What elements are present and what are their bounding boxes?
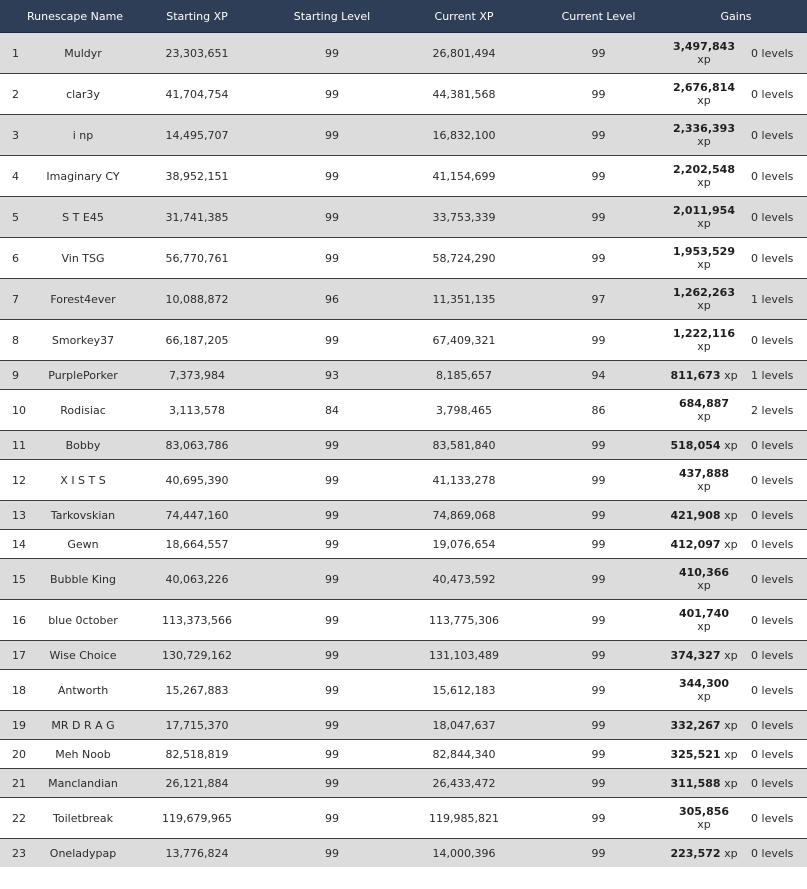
starting-xp-cell: 7,373,984 (126, 361, 268, 390)
table-row (0, 361, 807, 390)
header-current-xp[interactable]: Current XP (396, 0, 532, 33)
gain-levels-cell: 0 levels (743, 769, 807, 798)
gain-levels-cell: 0 levels (743, 501, 807, 530)
rank-cell: 11 (0, 431, 40, 460)
starting-level-cell: 99 (268, 559, 396, 600)
rank-cell: 18 (0, 670, 40, 711)
table-row (0, 197, 807, 238)
rank-cell: 21 (0, 769, 40, 798)
current-xp-cell: 3,798,465 (396, 390, 532, 431)
current-level-cell: 99 (532, 559, 665, 600)
gain-xp-unit: xp (724, 648, 738, 662)
starting-xp-cell: 130,729,162 (126, 641, 268, 670)
starting-xp-cell: 113,373,566 (126, 600, 268, 641)
current-level-cell: 99 (532, 600, 665, 641)
gain-levels-cell: 2 levels (743, 390, 807, 431)
table-row (0, 33, 807, 74)
starting-level-cell: 99 (268, 600, 396, 641)
gain-xp-unit: xp (697, 135, 711, 148)
current-xp-cell: 113,775,306 (396, 600, 532, 641)
gain-xp-value: 2,202,548 (673, 163, 735, 176)
current-level-cell: 99 (532, 33, 665, 74)
starting-level-cell: 99 (268, 197, 396, 238)
name-cell: Rodisiac (40, 390, 126, 431)
rank-cell: 16 (0, 600, 40, 641)
current-xp-cell: 26,801,494 (396, 33, 532, 74)
gain-xp-unit: xp (697, 299, 711, 312)
gain-levels-cell: 0 levels (743, 641, 807, 670)
current-xp-cell: 33,753,339 (396, 197, 532, 238)
gain-xp-unit: xp (697, 410, 711, 423)
starting-level-cell: 99 (268, 798, 396, 839)
rank-cell: 10 (0, 390, 40, 431)
header-starting-xp[interactable]: Starting XP (126, 0, 268, 33)
rank-cell: 23 (0, 839, 40, 868)
starting-xp-cell: 41,704,754 (126, 74, 268, 115)
gain-xp-cell (665, 115, 743, 156)
table-row (0, 559, 807, 600)
gain-xp-value: 437,888 (678, 467, 730, 480)
gain-xp-unit: xp (697, 690, 711, 703)
starting-xp-cell: 13,776,824 (126, 839, 268, 868)
name-cell: Oneladypap (40, 839, 126, 868)
header-starting-level[interactable]: Starting Level (268, 0, 396, 33)
gain-xp-unit: xp (697, 818, 711, 831)
gain-xp-cell (665, 279, 743, 320)
rank-cell: 5 (0, 197, 40, 238)
starting-level-cell: 99 (268, 641, 396, 670)
rank-cell: 20 (0, 740, 40, 769)
gain-xp-unit: xp (724, 508, 738, 522)
current-xp-cell: 8,185,657 (396, 361, 532, 390)
name-cell: Bobby (40, 431, 126, 460)
rank-cell: 15 (0, 559, 40, 600)
gain-xp-value: 223,572 (670, 846, 721, 860)
gain-xp-unit: xp (697, 579, 711, 592)
gain-xp-value: 2,676,814 (673, 81, 735, 94)
starting-level-cell: 84 (268, 390, 396, 431)
current-xp-cell: 41,133,278 (396, 460, 532, 501)
gain-xp-cell (665, 431, 743, 460)
gain-xp-unit: xp (724, 747, 738, 761)
name-cell: Imaginary CY (40, 156, 126, 197)
gain-xp-value: 1,953,529 (673, 245, 735, 258)
current-xp-cell: 44,381,568 (396, 74, 532, 115)
current-level-cell: 99 (532, 74, 665, 115)
name-cell: Vin TSG (40, 238, 126, 279)
gain-levels-cell: 1 levels (743, 279, 807, 320)
table-row (0, 530, 807, 559)
gain-xp-unit: xp (697, 176, 711, 189)
gain-xp-value: 332,267 (670, 718, 721, 732)
name-cell: Wise Choice (40, 641, 126, 670)
name-cell: Tarkovskian (40, 501, 126, 530)
starting-level-cell: 99 (268, 460, 396, 501)
table-row (0, 670, 807, 711)
name-cell: PurplePorker (40, 361, 126, 390)
gain-xp-value: 2,336,393 (673, 122, 735, 135)
gain-xp-cell (665, 839, 743, 868)
starting-xp-cell: 26,121,884 (126, 769, 268, 798)
table-row (0, 115, 807, 156)
starting-xp-cell: 66,187,205 (126, 320, 268, 361)
name-cell: Bubble King (40, 559, 126, 600)
gain-xp-unit: xp (697, 340, 711, 353)
header-current-level[interactable]: Current Level (532, 0, 665, 33)
starting-xp-cell: 18,664,557 (126, 530, 268, 559)
current-level-cell: 99 (532, 670, 665, 711)
gain-xp-cell (665, 600, 743, 641)
name-cell: Antworth (40, 670, 126, 711)
table-row (0, 460, 807, 501)
current-level-cell: 99 (532, 238, 665, 279)
table-row (0, 839, 807, 868)
table-row (0, 238, 807, 279)
current-level-cell: 99 (532, 740, 665, 769)
gain-xp-value: 811,673 (670, 368, 721, 382)
current-xp-cell: 26,433,472 (396, 769, 532, 798)
starting-level-cell: 99 (268, 740, 396, 769)
rank-cell: 2 (0, 74, 40, 115)
gain-xp-value: 1,262,263 (673, 286, 735, 299)
current-level-cell: 99 (532, 839, 665, 868)
gain-xp-cell (665, 501, 743, 530)
current-xp-cell: 14,000,396 (396, 839, 532, 868)
rank-cell: 22 (0, 798, 40, 839)
current-level-cell: 99 (532, 115, 665, 156)
starting-level-cell: 99 (268, 501, 396, 530)
gain-levels-cell: 0 levels (743, 33, 807, 74)
gain-levels-cell: 0 levels (743, 238, 807, 279)
current-level-cell: 99 (532, 798, 665, 839)
gain-xp-unit: xp (697, 217, 711, 230)
gain-xp-value: 518,054 (670, 438, 721, 452)
current-level-cell: 86 (532, 390, 665, 431)
name-cell: Forest4ever (40, 279, 126, 320)
starting-level-cell: 99 (268, 431, 396, 460)
starting-xp-cell: 17,715,370 (126, 711, 268, 740)
table-row (0, 156, 807, 197)
header-gains[interactable]: Gains (665, 0, 807, 33)
rank-cell: 13 (0, 501, 40, 530)
gain-levels-cell: 0 levels (743, 559, 807, 600)
table-row (0, 711, 807, 740)
current-level-cell: 99 (532, 460, 665, 501)
current-xp-cell: 131,103,489 (396, 641, 532, 670)
gain-levels-cell: 0 levels (743, 197, 807, 238)
gain-xp-cell (665, 156, 743, 197)
table-row (0, 431, 807, 460)
starting-level-cell: 99 (268, 711, 396, 740)
gain-levels-cell: 0 levels (743, 74, 807, 115)
rank-cell: 8 (0, 320, 40, 361)
starting-xp-cell: 40,063,226 (126, 559, 268, 600)
rank-cell: 3 (0, 115, 40, 156)
gain-levels-cell: 0 levels (743, 431, 807, 460)
starting-xp-cell: 40,695,390 (126, 460, 268, 501)
gain-xp-cell (665, 361, 743, 390)
starting-xp-cell: 10,088,872 (126, 279, 268, 320)
table-row (0, 390, 807, 431)
gain-levels-cell: 0 levels (743, 320, 807, 361)
gain-levels-cell: 0 levels (743, 798, 807, 839)
starting-xp-cell: 14,495,707 (126, 115, 268, 156)
gain-xp-cell (665, 670, 743, 711)
current-xp-cell: 11,351,135 (396, 279, 532, 320)
starting-xp-cell: 31,741,385 (126, 197, 268, 238)
current-level-cell: 99 (532, 769, 665, 798)
gain-xp-value: 401,740 (678, 607, 730, 620)
gain-xp-value: 1,222,116 (673, 327, 735, 340)
name-cell: Meh Noob (40, 740, 126, 769)
current-xp-cell: 41,154,699 (396, 156, 532, 197)
rank-cell: 6 (0, 238, 40, 279)
name-cell: Manclandian (40, 769, 126, 798)
starting-xp-cell: 15,267,883 (126, 670, 268, 711)
current-xp-cell: 19,076,654 (396, 530, 532, 559)
current-xp-cell: 74,869,068 (396, 501, 532, 530)
name-cell: Muldyr (40, 33, 126, 74)
current-level-cell: 97 (532, 279, 665, 320)
starting-level-cell: 99 (268, 238, 396, 279)
table-row (0, 279, 807, 320)
gain-xp-cell (665, 559, 743, 600)
gain-levels-cell: 0 levels (743, 156, 807, 197)
gain-xp-value: 421,908 (670, 508, 721, 522)
current-level-cell: 99 (532, 641, 665, 670)
gain-xp-unit: xp (697, 620, 711, 633)
gain-xp-cell (665, 197, 743, 238)
name-cell: Toiletbreak (40, 798, 126, 839)
table-row (0, 641, 807, 670)
gain-xp-cell (665, 641, 743, 670)
table-row (0, 740, 807, 769)
gain-xp-cell (665, 530, 743, 559)
gain-levels-cell: 1 levels (743, 361, 807, 390)
gain-xp-cell (665, 238, 743, 279)
starting-level-cell: 93 (268, 361, 396, 390)
starting-xp-cell: 74,447,160 (126, 501, 268, 530)
starting-xp-cell: 82,518,819 (126, 740, 268, 769)
gain-xp-unit: xp (724, 846, 738, 860)
table-row (0, 798, 807, 839)
table-body (0, 33, 807, 868)
current-level-cell: 99 (532, 431, 665, 460)
current-xp-cell: 67,409,321 (396, 320, 532, 361)
gain-xp-value: 684,887 (678, 397, 730, 410)
rank-cell: 19 (0, 711, 40, 740)
gain-xp-unit: xp (724, 776, 738, 790)
starting-xp-cell: 83,063,786 (126, 431, 268, 460)
starting-level-cell: 99 (268, 74, 396, 115)
name-cell: Smorkey37 (40, 320, 126, 361)
current-xp-cell: 119,985,821 (396, 798, 532, 839)
starting-level-cell: 99 (268, 670, 396, 711)
name-cell: blue 0ctober (40, 600, 126, 641)
gain-xp-cell (665, 390, 743, 431)
name-cell: S T E45 (40, 197, 126, 238)
gain-xp-value: 374,327 (670, 648, 721, 662)
current-level-cell: 99 (532, 530, 665, 559)
rank-cell: 17 (0, 641, 40, 670)
name-cell: MR D R A G (40, 711, 126, 740)
table-row (0, 600, 807, 641)
gain-xp-unit: xp (697, 258, 711, 271)
table-row (0, 74, 807, 115)
gain-xp-value: 2,011,954 (673, 204, 735, 217)
gain-xp-value: 305,856 (678, 805, 730, 818)
gain-xp-value: 410,366 (678, 566, 730, 579)
current-level-cell: 99 (532, 711, 665, 740)
current-level-cell: 99 (532, 197, 665, 238)
current-xp-cell: 83,581,840 (396, 431, 532, 460)
gain-xp-cell (665, 320, 743, 361)
current-xp-cell: 16,832,100 (396, 115, 532, 156)
current-level-cell: 99 (532, 156, 665, 197)
current-xp-cell: 15,612,183 (396, 670, 532, 711)
table-row (0, 769, 807, 798)
gain-xp-value: 311,588 (670, 776, 721, 790)
gain-xp-unit: xp (724, 438, 738, 452)
current-xp-cell: 40,473,592 (396, 559, 532, 600)
gain-xp-cell (665, 74, 743, 115)
rank-cell: 7 (0, 279, 40, 320)
gain-xp-cell (665, 798, 743, 839)
gain-xp-unit: xp (724, 537, 738, 551)
gain-xp-cell (665, 33, 743, 74)
starting-level-cell: 99 (268, 839, 396, 868)
starting-level-cell: 99 (268, 156, 396, 197)
starting-level-cell: 99 (268, 33, 396, 74)
table-row (0, 501, 807, 530)
starting-level-cell: 99 (268, 530, 396, 559)
starting-xp-cell: 119,679,965 (126, 798, 268, 839)
starting-xp-cell: 38,952,151 (126, 156, 268, 197)
rank-cell: 4 (0, 156, 40, 197)
current-level-cell: 99 (532, 501, 665, 530)
rank-cell: 1 (0, 33, 40, 74)
gain-levels-cell: 0 levels (743, 115, 807, 156)
gain-levels-cell: 0 levels (743, 740, 807, 769)
gain-levels-cell: 0 levels (743, 839, 807, 868)
gain-xp-unit: xp (724, 718, 738, 732)
gain-xp-cell (665, 460, 743, 501)
table-row (0, 320, 807, 361)
starting-xp-cell: 56,770,761 (126, 238, 268, 279)
starting-level-cell: 99 (268, 769, 396, 798)
name-cell: i np (40, 115, 126, 156)
current-level-cell: 94 (532, 361, 665, 390)
starting-xp-cell: 3,113,578 (126, 390, 268, 431)
gain-xp-cell (665, 740, 743, 769)
starting-level-cell: 99 (268, 115, 396, 156)
gain-xp-value: 3,497,843 (673, 40, 735, 53)
current-xp-cell: 58,724,290 (396, 238, 532, 279)
gain-levels-cell: 0 levels (743, 670, 807, 711)
rank-cell: 12 (0, 460, 40, 501)
gain-xp-unit: xp (724, 368, 738, 382)
name-cell: Gewn (40, 530, 126, 559)
gain-xp-cell (665, 769, 743, 798)
gain-xp-unit: xp (697, 53, 711, 66)
current-xp-cell: 82,844,340 (396, 740, 532, 769)
gain-xp-value: 412,097 (670, 537, 721, 551)
gain-xp-value: 344,300 (678, 677, 730, 690)
name-cell: X I S T S (40, 460, 126, 501)
gain-xp-unit: xp (697, 480, 711, 493)
gain-levels-cell: 0 levels (743, 530, 807, 559)
rank-cell: 9 (0, 361, 40, 390)
table-header (0, 0, 807, 33)
gain-levels-cell: 0 levels (743, 460, 807, 501)
gain-xp-value: 325,521 (670, 747, 721, 761)
gain-xp-cell (665, 711, 743, 740)
current-level-cell: 99 (532, 320, 665, 361)
name-cell: clar3y (40, 74, 126, 115)
gain-levels-cell: 0 levels (743, 711, 807, 740)
starting-level-cell: 96 (268, 279, 396, 320)
header-runescape-name[interactable]: Runescape Name (0, 0, 126, 33)
starting-level-cell: 99 (268, 320, 396, 361)
gain-xp-unit: xp (697, 94, 711, 107)
starting-xp-cell: 23,303,651 (126, 33, 268, 74)
current-xp-cell: 18,047,637 (396, 711, 532, 740)
gain-levels-cell: 0 levels (743, 600, 807, 641)
rank-cell: 14 (0, 530, 40, 559)
